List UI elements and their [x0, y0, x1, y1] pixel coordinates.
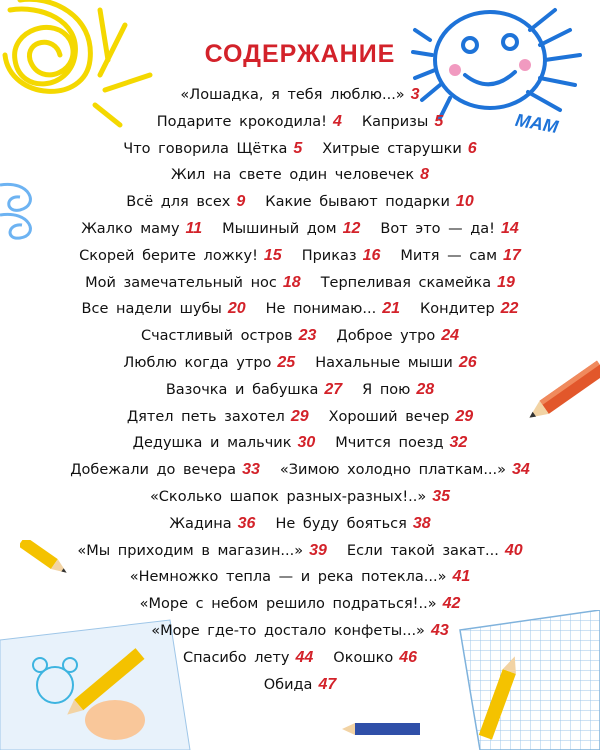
toc-entry-page: 11: [185, 219, 203, 237]
toc-row: [0, 457, 600, 484]
toc-entry-title: Кондитер: [419, 301, 495, 318]
toc-entry-title: Терпеливая скамейка: [320, 274, 492, 291]
toc-entry: [82, 296, 246, 323]
toc-entry: [151, 618, 448, 645]
toc-entry-page: 16: [362, 246, 381, 264]
toc-entry-title: «Мы приходим в магазин...»: [77, 542, 304, 559]
toc-entry: [166, 377, 342, 404]
toc-entry-title: «Сколько шапок разных-разных!..»: [149, 488, 427, 505]
toc-entry-title: Жалко маму: [81, 220, 180, 237]
toc-entry: [347, 538, 523, 565]
toc-entry-page: 25: [277, 353, 296, 371]
toc-entry-page: 10: [455, 193, 474, 211]
toc-entry-title: Мышиный дом: [222, 220, 337, 237]
toc-entry: [280, 457, 530, 484]
toc-entry-page: 40: [504, 541, 523, 559]
toc-entry: [275, 511, 430, 538]
toc-row: [0, 484, 600, 511]
toc-entry: [336, 323, 459, 350]
face-caption: МАМ: [513, 109, 560, 137]
toc-entry: [302, 243, 381, 270]
toc-entry-page: 38: [412, 514, 431, 532]
toc-entry: [127, 404, 309, 431]
toc-entry-title: Я пою: [362, 381, 411, 398]
toc-entry-title: Люблю когда утро: [123, 354, 272, 371]
toc-row: [0, 591, 600, 618]
toc-entry-title: Подарите крокодила!: [156, 113, 327, 130]
toc-row: [0, 672, 600, 699]
toc-row: [0, 270, 600, 297]
toc-entry-title: Счастливый остров: [140, 328, 293, 345]
toc-entry-page: 29: [455, 407, 474, 425]
toc-entry-title: Какие бывают подарки: [265, 194, 450, 211]
toc-row: [0, 296, 600, 323]
toc-entry-page: 33: [242, 461, 260, 479]
toc-entry: [180, 82, 419, 109]
toc-entry-page: 47: [318, 675, 337, 693]
toc-entry-title: Жил на свете один человечек: [171, 167, 415, 184]
toc-entry-page: 46: [399, 648, 418, 666]
toc-entry-page: 27: [324, 380, 343, 398]
toc-entry: [77, 538, 327, 565]
toc-entry: [169, 511, 255, 538]
toc-entry-page: 42: [442, 595, 461, 613]
toc-entry-title: Спасибо лету: [182, 649, 290, 666]
toc-row: [0, 82, 600, 109]
toc-entry-page: 30: [297, 434, 316, 452]
toc-entry-page: 15: [263, 246, 282, 264]
toc-entry-title: Скорей берите ложку!: [79, 247, 258, 264]
table-of-contents: [0, 82, 600, 698]
toc-entry-title: Капризы: [361, 113, 429, 130]
toc-entry-page: 32: [449, 434, 468, 452]
toc-entry-title: Приказ: [301, 247, 357, 264]
toc-row: [0, 645, 600, 672]
toc-row: [0, 350, 600, 377]
toc-entry-title: Хороший вечер: [328, 408, 450, 425]
toc-entry-page: 17: [503, 246, 521, 264]
toc-row: [0, 162, 600, 189]
toc-entry-page: 22: [500, 300, 519, 318]
toc-entry: [362, 377, 434, 404]
toc-row: [0, 404, 600, 431]
toc-entry-page: 36: [237, 514, 256, 532]
toc-row: [0, 511, 600, 538]
toc-entry-page: 29: [290, 407, 309, 425]
toc-entry-title: «Немножко тепла — и река потекла...»: [129, 569, 447, 586]
toc-entry: [322, 136, 476, 163]
toc-entry-title: Жадина: [169, 515, 232, 532]
toc-entry-title: Не понимаю...: [265, 301, 377, 318]
toc-entry-page: 39: [309, 541, 327, 559]
toc-entry-title: Вазочка и бабушка: [165, 381, 319, 398]
toc-entry: [126, 189, 245, 216]
toc-entry-title: Доброе утро: [336, 328, 436, 345]
toc-entry-page: 6: [467, 139, 477, 157]
toc-entry: [150, 484, 450, 511]
toc-entry-page: 9: [236, 193, 246, 211]
toc-entry-page: 34: [512, 461, 530, 479]
toc-entry-page: 8: [420, 166, 429, 184]
toc-entry: [140, 591, 461, 618]
toc-entry: [222, 216, 360, 243]
toc-entry: [264, 672, 337, 699]
toc-entry-page: 5: [293, 139, 303, 157]
toc-entry-page: 3: [410, 86, 420, 103]
toc-entry-title: Всё для всех: [126, 194, 231, 211]
toc-entry: [329, 404, 474, 431]
page-title: СОДЕРЖАНИЕ: [204, 40, 396, 68]
toc-entry-title: Хитрые старушки: [322, 140, 462, 157]
toc-entry-title: «Лошадка, я тебя люблю...»: [180, 87, 405, 103]
toc-row: [0, 243, 600, 270]
toc-entry-page: 24: [441, 327, 460, 345]
toc-entry: [420, 296, 518, 323]
toc-row: [0, 323, 600, 350]
toc-entry-title: Если такой закат...: [346, 542, 499, 559]
toc-entry-title: Дедушка и мальчик: [132, 435, 292, 452]
toc-entry-title: Вот это — да!: [380, 220, 495, 237]
toc-entry-page: 20: [227, 300, 246, 318]
toc-entry: [85, 270, 301, 297]
toc-entry-page: 26: [458, 353, 477, 371]
toc-entry: [70, 457, 260, 484]
toc-row: [0, 538, 600, 565]
toc-entry-title: «Море где-то достало конфеты...»: [151, 622, 425, 639]
toc-entry-page: 12: [342, 219, 361, 237]
toc-entry: [315, 350, 476, 377]
toc-entry: [335, 430, 467, 457]
toc-entry-page: 5: [434, 112, 444, 130]
toc-entry: [183, 645, 313, 672]
toc-row: [0, 430, 600, 457]
toc-entry-title: Окошко: [333, 649, 394, 666]
toc-entry: [321, 270, 515, 297]
toc-row: [0, 377, 600, 404]
toc-entry: [380, 216, 518, 243]
toc-entry-title: Все надели шубы: [81, 301, 222, 318]
toc-entry-page: 28: [416, 380, 435, 398]
toc-entry-page: 14: [501, 219, 519, 237]
toc-entry: [130, 564, 471, 591]
toc-entry-page: 44: [295, 648, 314, 666]
toc-entry-page: 19: [497, 273, 515, 291]
toc-entry-title: Добежали до вечера: [70, 462, 237, 479]
toc-entry: [123, 136, 302, 163]
toc-entry: [81, 216, 202, 243]
toc-entry: [141, 323, 316, 350]
toc-row: [0, 564, 600, 591]
pencil-bottom-icon: [340, 718, 430, 740]
toc-entry: [265, 189, 473, 216]
toc-entry: [333, 645, 417, 672]
toc-entry: [133, 430, 316, 457]
toc-entry: [171, 162, 429, 189]
toc-row: [0, 109, 600, 136]
toc-entry-page: 23: [298, 327, 317, 345]
toc-entry-title: Обида: [263, 676, 313, 693]
toc-entry-title: «Море с небом решило подраться!..»: [139, 596, 437, 613]
toc-entry: [79, 243, 282, 270]
toc-row: [0, 618, 600, 645]
toc-entry: [400, 243, 520, 270]
toc-entry-title: Не буду бояться: [275, 515, 407, 532]
toc-entry-title: Что говорила Щётка: [123, 140, 288, 157]
toc-entry-title: Митя — сам: [400, 247, 498, 264]
toc-entry-title: «Зимою холодно платкам...»: [279, 462, 507, 479]
toc-entry-page: 35: [432, 487, 451, 505]
toc-entry: [266, 296, 400, 323]
toc-entry-page: 18: [282, 273, 301, 291]
toc-entry-page: 21: [382, 300, 400, 318]
toc-entry-page: 4: [332, 112, 342, 130]
toc-entry-title: Дятел петь захотел: [126, 408, 285, 425]
toc-row: [0, 136, 600, 163]
toc-entry: [123, 350, 295, 377]
toc-entry: [157, 109, 342, 136]
toc-entry-title: Нахальные мыши: [315, 354, 453, 371]
toc-entry-page: 43: [430, 621, 449, 639]
toc-entry-page: 41: [452, 568, 471, 586]
toc-row: [0, 189, 600, 216]
toc-entry-title: Мчится поезд: [335, 435, 444, 452]
toc-row: [0, 216, 600, 243]
toc-entry-title: Мой замечательный нос: [85, 274, 277, 291]
toc-entry: [362, 109, 443, 136]
